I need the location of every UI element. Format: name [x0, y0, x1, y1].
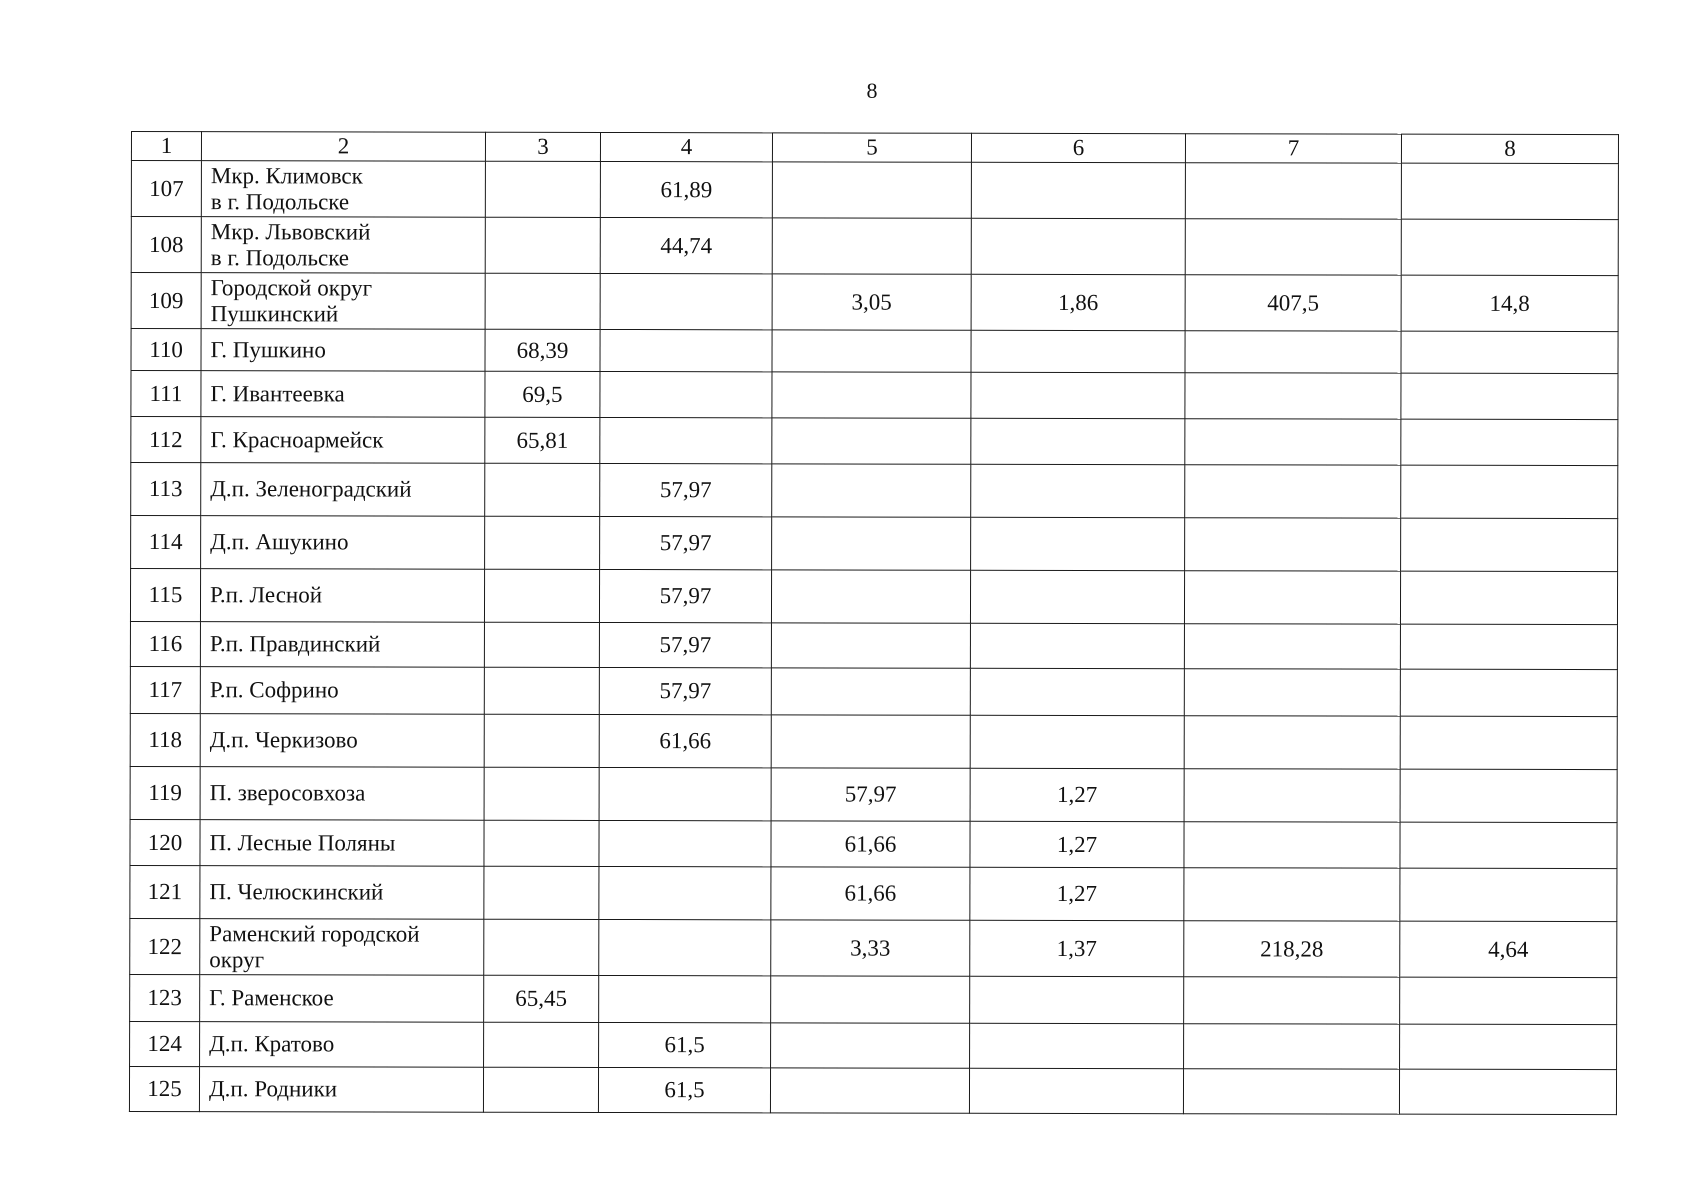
row-number: 118	[130, 713, 200, 766]
col8-value	[1399, 1069, 1616, 1114]
col6-value: 1,37	[970, 920, 1184, 976]
col3-value	[485, 217, 600, 273]
col7-value	[1184, 669, 1400, 716]
col4-value: 61,5	[599, 1022, 771, 1067]
col8-value	[1401, 373, 1618, 419]
row-number: 117	[130, 666, 200, 713]
col3-value	[484, 767, 599, 820]
col8-value	[1401, 465, 1618, 518]
col7-value	[1185, 163, 1401, 219]
row-number: 114	[131, 516, 201, 569]
col8-value	[1400, 1024, 1617, 1069]
col6-value	[970, 668, 1184, 715]
row-number: 115	[130, 569, 200, 622]
col4-value	[599, 820, 771, 866]
table-row	[130, 974, 1617, 1024]
col6-value	[971, 218, 1185, 274]
col8-value	[1401, 419, 1618, 465]
col4-value: 61,89	[600, 161, 772, 217]
col8-value	[1401, 518, 1618, 571]
row-number: 116	[130, 622, 200, 667]
col3-value	[484, 714, 599, 767]
settlement-name: Д.п. Черкизово	[200, 714, 484, 768]
col4-value: 61,66	[599, 714, 771, 767]
col3-value	[484, 1022, 599, 1067]
table-row	[130, 666, 1617, 716]
col8-value	[1401, 163, 1618, 219]
settlement-name: Мкр. Климовск в г. Подольске	[201, 161, 485, 218]
table-row	[131, 371, 1618, 420]
settlement-name: Р.п. Лесной	[200, 569, 484, 623]
table-row	[130, 865, 1617, 921]
col8-value	[1400, 571, 1617, 624]
col8-value	[1401, 219, 1618, 275]
col7-value	[1184, 624, 1400, 669]
col3-value	[484, 820, 599, 866]
col7-value	[1184, 769, 1400, 822]
col4-value	[600, 273, 772, 329]
col5-value	[772, 330, 971, 372]
col8-value	[1400, 769, 1617, 822]
col6-value	[970, 715, 1184, 768]
col3-value	[484, 622, 599, 667]
settlement-name: Мкр. Львовский в г. Подольске	[201, 217, 485, 274]
col4-value: 57,97	[599, 667, 771, 714]
col7-value	[1185, 465, 1401, 518]
settlement-name: Г. Красноармейск	[201, 417, 485, 464]
col3-value	[484, 667, 599, 714]
col4-value: 44,74	[600, 217, 772, 273]
col6-value	[970, 976, 1184, 1023]
table-row	[130, 1021, 1617, 1069]
col5-value: 61,66	[771, 821, 970, 867]
col7-value: 407,5	[1185, 275, 1401, 331]
settlement-name: Р.п. Софрино	[200, 667, 484, 715]
col6-value	[971, 418, 1185, 464]
settlement-name: Городской округ Пушкинский	[201, 273, 485, 330]
col5-value	[772, 372, 971, 418]
col3-value: 68,39	[485, 329, 600, 371]
col4-value	[600, 417, 772, 463]
table-row	[130, 819, 1617, 868]
column-header: 1	[131, 132, 201, 161]
col3-value	[484, 569, 599, 622]
col4-value	[600, 371, 772, 417]
column-header: 4	[600, 132, 772, 161]
row-number: 112	[131, 417, 201, 463]
row-number: 123	[130, 974, 200, 1021]
col5-value: 3,05	[772, 274, 971, 330]
settlement-name: Д.п. Ашукино	[201, 516, 485, 570]
col5-value: 3,33	[771, 920, 970, 976]
col3-value	[483, 1067, 598, 1112]
page-number: 8	[866, 78, 878, 103]
col7-value	[1185, 518, 1401, 571]
col5-value	[771, 1023, 970, 1068]
row-number: 120	[130, 819, 200, 865]
col4-value	[599, 866, 771, 919]
col6-value	[971, 517, 1185, 570]
table-row	[131, 273, 1618, 332]
col6-value	[971, 162, 1185, 218]
col3-value: 65,81	[485, 417, 600, 463]
row-number: 109	[131, 273, 201, 329]
col7-value	[1184, 977, 1400, 1024]
row-number: 121	[130, 865, 200, 918]
table-row	[131, 161, 1618, 220]
col8-value	[1400, 624, 1617, 669]
column-header: 8	[1401, 134, 1618, 163]
row-number: 108	[131, 217, 201, 273]
col7-value	[1185, 219, 1401, 275]
row-number: 107	[131, 161, 201, 217]
settlement-name: Р.п. Правдинский	[200, 622, 484, 668]
col6-value: 1,27	[970, 821, 1184, 867]
col8-value	[1401, 331, 1618, 373]
col3-value	[485, 273, 600, 329]
settlement-name: Д.п. Родники	[199, 1067, 483, 1113]
col5-value	[771, 623, 970, 668]
settlement-name: Д.п. Кратово	[200, 1022, 484, 1068]
col5-value	[771, 976, 970, 1023]
column-header: 3	[485, 132, 600, 161]
col6-value	[970, 1023, 1184, 1068]
col4-value: 57,97	[599, 622, 771, 667]
col3-value	[485, 463, 600, 516]
table-row	[131, 463, 1618, 519]
col5-value	[772, 218, 971, 274]
row-number: 111	[131, 371, 201, 417]
col5-value	[772, 418, 971, 464]
col6-value: 1,86	[971, 274, 1185, 330]
col8-value	[1400, 977, 1617, 1024]
col7-value	[1184, 716, 1400, 769]
col4-value: 57,97	[599, 569, 771, 622]
col3-value: 69,5	[485, 371, 600, 417]
table-row	[131, 217, 1618, 276]
table-row	[130, 918, 1617, 977]
col6-value	[971, 330, 1185, 372]
col5-value: 61,66	[771, 867, 970, 920]
col3-value	[484, 866, 599, 919]
col6-value	[971, 372, 1185, 418]
table-row	[129, 1066, 1616, 1114]
col5-value	[772, 464, 971, 517]
col8-value: 4,64	[1400, 921, 1617, 977]
col7-value	[1184, 1024, 1400, 1069]
col4-value: 57,97	[600, 516, 772, 569]
col8-value	[1400, 716, 1617, 769]
col4-value	[600, 329, 772, 371]
col7-value	[1183, 1069, 1399, 1114]
settlement-name: Раменский городской округ	[200, 919, 484, 976]
column-header: 2	[201, 132, 485, 162]
data-table	[129, 131, 1619, 1115]
col7-value	[1185, 373, 1401, 419]
table-row	[130, 622, 1617, 670]
settlement-name: Г. Раменское	[200, 975, 484, 1023]
col6-value: 1,27	[970, 768, 1184, 821]
col5-value: 57,97	[771, 768, 970, 821]
row-number: 113	[131, 463, 201, 516]
col6-value	[970, 570, 1184, 623]
settlement-name: Г. Ивантеевка	[201, 371, 485, 418]
col5-value	[771, 668, 970, 715]
row-number: 119	[130, 766, 200, 819]
col8-value	[1400, 822, 1617, 868]
col7-value	[1184, 822, 1400, 868]
col4-value: 61,5	[598, 1067, 770, 1112]
col4-value	[599, 975, 771, 1022]
row-number: 125	[129, 1066, 199, 1111]
col7-value	[1184, 868, 1400, 921]
col3-value: 65,45	[484, 975, 599, 1022]
settlement-name: П. Челюскинский	[200, 866, 484, 920]
column-header: 5	[772, 133, 971, 162]
col5-value	[771, 570, 970, 623]
col3-value	[484, 919, 599, 975]
col4-value	[599, 919, 771, 975]
col6-value	[970, 623, 1184, 668]
table-row	[131, 417, 1618, 466]
table-row	[130, 713, 1617, 769]
col8-value	[1400, 669, 1617, 716]
col6-value: 1,27	[970, 867, 1184, 920]
settlement-name: Д.п. Зеленоградский	[201, 463, 485, 517]
table-row	[131, 329, 1618, 374]
col4-value	[599, 767, 771, 820]
col7-value	[1184, 571, 1400, 624]
row-number: 124	[130, 1021, 200, 1066]
column-header: 6	[971, 133, 1185, 162]
settlement-name: Г. Пушкино	[201, 329, 485, 372]
settlement-name: П. Лесные Поляны	[200, 820, 484, 867]
col6-value	[971, 464, 1185, 517]
col7-value: 218,28	[1184, 921, 1400, 977]
table-row	[130, 766, 1617, 822]
header-row	[131, 132, 1618, 164]
col8-value: 14,8	[1401, 275, 1618, 331]
col4-value: 57,97	[600, 463, 772, 516]
table-row	[131, 516, 1618, 572]
row-number: 110	[131, 329, 201, 371]
table-row	[130, 569, 1617, 625]
table-body	[129, 161, 1618, 1115]
col7-value	[1185, 331, 1401, 373]
column-header: 7	[1185, 134, 1401, 163]
col5-value	[772, 162, 971, 218]
col5-value	[772, 517, 971, 570]
row-number: 122	[130, 918, 200, 974]
col8-value	[1400, 868, 1617, 921]
col6-value	[969, 1068, 1183, 1113]
col3-value	[485, 161, 600, 217]
settlement-name: П. зверосовхоза	[200, 767, 484, 821]
col7-value	[1185, 419, 1401, 465]
col5-value	[771, 715, 970, 768]
col3-value	[485, 516, 600, 569]
col5-value	[770, 1068, 969, 1113]
